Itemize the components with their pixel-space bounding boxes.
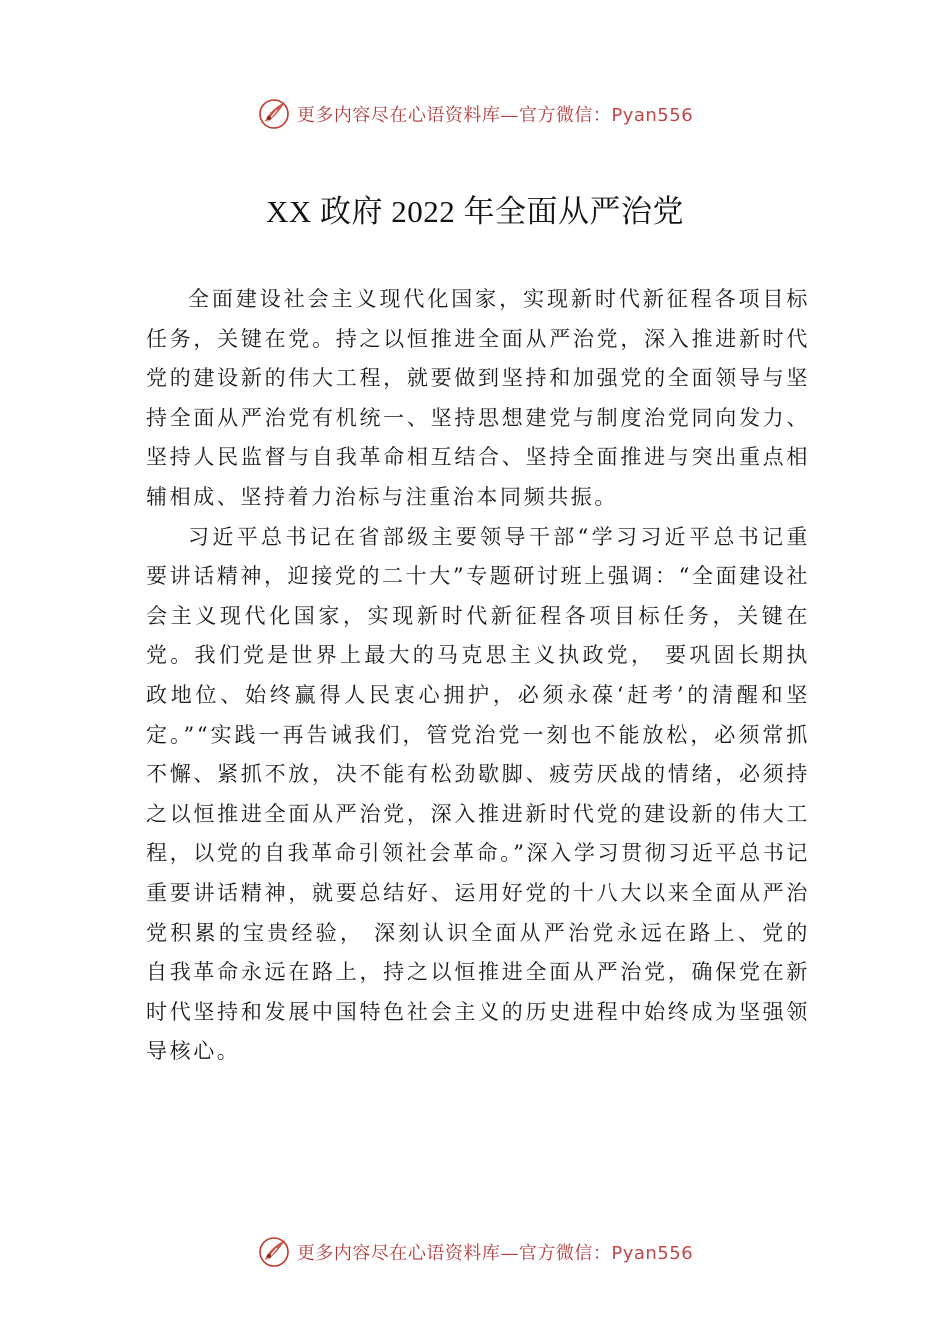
- paragraph-2: 习近平总书记在省部级主要领导干部“学习习近平总书记重要讲话精神，迎接党的二十大”专题研讨班上强调：“全面建设社会主义现代化国家，实现新时代新征程各项目标任务，关键在党。我们党是世界上最大的马克思主义执政党， 要巩固长期执政地位、始终赢得人民衷心拥护，必须永葆‘赶考’的清醒和坚定。”“实践一再告诫我们，管党治党一刻也不能放松，必须常抓不懈、紧抓不放，决不能有松劲歇脚、疲劳厌战的情绪，必须持之以恒推进全面从严治党，深入推进新时代党的建设新的伟大工程，以党的自我革命引领社会革命。”深入学习贯彻习近平总书记重要讲话精神，就要总结好、运用好党的十八大以来全面从严治党积累的宝贵经验， 深刻认识全面从严治党永远在路上、党的自我革命永远在路上，持之以恒推进全面从严治党，确保党在新时代坚持和发展中国特色社会主义的历史进程中始终成为坚强领导核心。: [146, 524, 810, 1064]
- banner-label: 更多内容尽在心语资料库—官方微信：: [296, 1243, 612, 1264]
- wechat-id: Pyan556: [611, 1243, 694, 1264]
- quill-pen-logo-icon: [257, 1235, 291, 1269]
- document-body: [146, 280, 810, 1072]
- quill-pen-logo-icon: [257, 97, 291, 131]
- banner-text: [297, 1239, 693, 1265]
- footer-banner: [0, 1232, 950, 1272]
- paragraph-1: 全面建设社会主义现代化国家，实现新时代新征程各项目标任务，关键在党。持之以恒推进全面从严治党，深入推进新时代党的建设新的伟大工程，就要做到坚持和加强党的全面领导与坚持全面从严治党有机统一、坚持思想建党与制度治党同向发力、坚持人民监督与自我革命相互结合、坚持全面推进与突出重点相辅相成、坚持着力治标与注重治本同频共振。: [146, 287, 810, 509]
- wechat-id: Pyan556: [611, 105, 694, 126]
- banner-text: [297, 101, 693, 127]
- document-title: XX 政府 2022 年全面从严治党: [265, 194, 685, 229]
- header-banner: [0, 94, 950, 134]
- banner-label: 更多内容尽在心语资料库—官方微信：: [296, 105, 612, 126]
